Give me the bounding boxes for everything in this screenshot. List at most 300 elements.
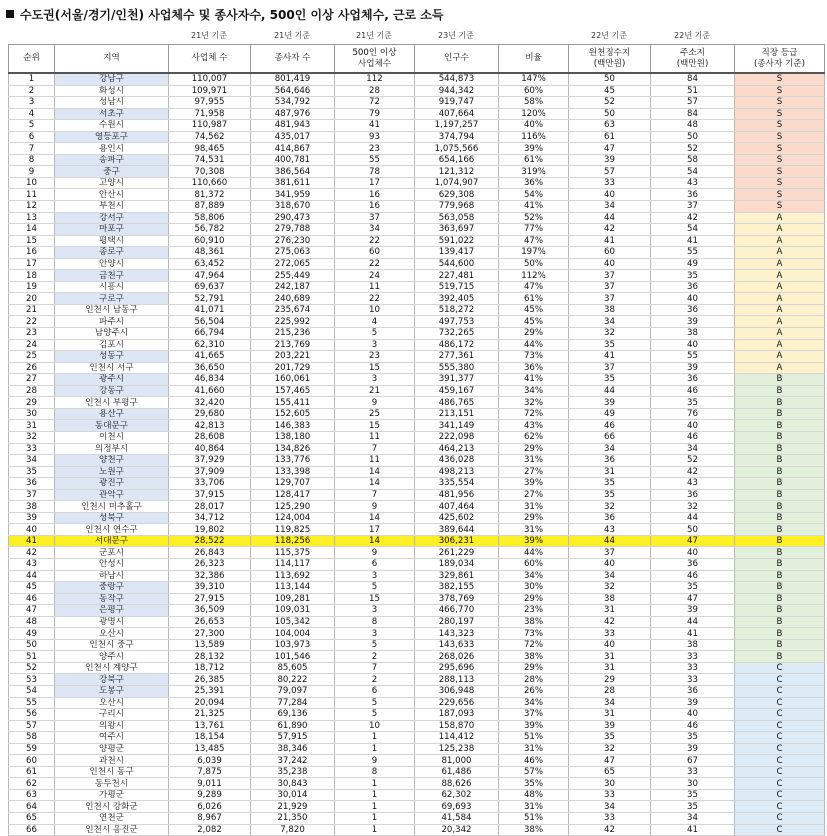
cell-withholding-income: 33 xyxy=(569,628,651,640)
cell-region: 의왕시 xyxy=(55,720,169,732)
table-row xyxy=(9,73,825,85)
cell-businesses: 63,452 xyxy=(169,258,251,270)
cell-withholding-income: 33 xyxy=(569,813,651,825)
cell-grade: A xyxy=(735,304,825,316)
cell-large-business-count: 5 xyxy=(335,709,415,721)
cell-withholding-income: 34 xyxy=(569,697,651,709)
cell-employees: 109,031 xyxy=(251,605,335,617)
cell-residence-income: 54 xyxy=(651,166,735,178)
cell-withholding-income: 41 xyxy=(569,235,651,247)
cell-employees: 69,136 xyxy=(251,709,335,721)
cell-employees: 242,187 xyxy=(251,281,335,293)
cell-population: 139,417 xyxy=(415,247,499,259)
cell-large-business-count: 9 xyxy=(335,755,415,767)
cell-grade: B xyxy=(735,547,825,559)
cell-residence-income: 43 xyxy=(651,177,735,189)
cell-region: 인천시 옹진군 xyxy=(55,824,169,836)
cell-region: 광명시 xyxy=(55,616,169,628)
table-row xyxy=(9,224,825,236)
cell-residence-income: 35 xyxy=(651,801,735,813)
cell-businesses: 36,650 xyxy=(169,362,251,374)
cell-businesses: 60,910 xyxy=(169,235,251,247)
cell-ratio: 60% xyxy=(499,558,569,570)
header-employees: 종사자 수 xyxy=(251,45,335,74)
cell-rank: 60 xyxy=(9,755,55,767)
table-row xyxy=(9,351,825,363)
cell-region: 구로구 xyxy=(55,293,169,305)
cell-region: 평택시 xyxy=(55,235,169,247)
cell-population: 436,028 xyxy=(415,455,499,467)
cell-withholding-income: 61 xyxy=(569,131,651,143)
cell-grade: A xyxy=(735,258,825,270)
cell-population: 187,093 xyxy=(415,709,499,721)
cell-employees: 124,004 xyxy=(251,512,335,524)
cell-rank: 23 xyxy=(9,328,55,340)
cell-region: 관악구 xyxy=(55,489,169,501)
cell-employees: 85,605 xyxy=(251,662,335,674)
table-row xyxy=(9,778,825,790)
cell-residence-income: 34 xyxy=(651,443,735,455)
table-row xyxy=(9,270,825,282)
table-row xyxy=(9,177,825,189)
cell-large-business-count: 28 xyxy=(335,85,415,97)
cell-ratio: 27% xyxy=(499,489,569,501)
cell-ratio: 32% xyxy=(499,397,569,409)
cell-businesses: 110,660 xyxy=(169,177,251,189)
cell-population: 459,167 xyxy=(415,385,499,397)
cell-ratio: 319% xyxy=(499,166,569,178)
cell-residence-income: 36 xyxy=(651,685,735,697)
cell-large-business-count: 93 xyxy=(335,131,415,143)
cell-ratio: 27% xyxy=(499,466,569,478)
page-title: 수도권(서울/경기/인천) 사업체수 및 종사자수, 500인 이상 사업체수, 근로 소득 xyxy=(6,4,444,26)
cell-withholding-income: 38 xyxy=(569,593,651,605)
cell-population: 486,172 xyxy=(415,339,499,351)
table-row xyxy=(9,201,825,213)
cell-employees: 77,284 xyxy=(251,697,335,709)
cell-residence-income: 55 xyxy=(651,351,735,363)
cell-employees: 7,820 xyxy=(251,824,335,836)
cell-population: 654,166 xyxy=(415,154,499,166)
table-row xyxy=(9,524,825,536)
table-row xyxy=(9,489,825,501)
cell-residence-income: 40 xyxy=(651,420,735,432)
cell-withholding-income: 47 xyxy=(569,143,651,155)
cell-large-business-count: 6 xyxy=(335,558,415,570)
cell-rank: 8 xyxy=(9,154,55,166)
cell-population: 341,149 xyxy=(415,420,499,432)
cell-withholding-income: 39 xyxy=(569,397,651,409)
cell-ratio: 57% xyxy=(499,766,569,778)
cell-residence-income: 39 xyxy=(651,697,735,709)
basis-label: 22년 기준 xyxy=(591,31,627,40)
cell-large-business-count: 23 xyxy=(335,143,415,155)
cell-population: 544,873 xyxy=(415,73,499,85)
cell-businesses: 9,011 xyxy=(169,778,251,790)
cell-withholding-income: 34 xyxy=(569,801,651,813)
cell-residence-income: 50 xyxy=(651,524,735,536)
cell-ratio: 46% xyxy=(499,755,569,767)
cell-ratio: 39% xyxy=(499,478,569,490)
cell-grade: A xyxy=(735,247,825,259)
cell-region: 인천시 중구 xyxy=(55,639,169,651)
cell-businesses: 26,843 xyxy=(169,547,251,559)
cell-businesses: 34,712 xyxy=(169,512,251,524)
cell-population: 158,870 xyxy=(415,720,499,732)
cell-employees: 225,992 xyxy=(251,316,335,328)
table-row xyxy=(9,570,825,582)
cell-residence-income: 35 xyxy=(651,270,735,282)
cell-residence-income: 43 xyxy=(651,478,735,490)
cell-ratio: 41% xyxy=(499,374,569,386)
cell-population: 378,769 xyxy=(415,593,499,605)
cell-employees: 201,729 xyxy=(251,362,335,374)
cell-residence-income: 46 xyxy=(651,385,735,397)
table-row xyxy=(9,362,825,374)
cell-large-business-count: 7 xyxy=(335,662,415,674)
cell-withholding-income: 33 xyxy=(569,789,651,801)
cell-withholding-income: 34 xyxy=(569,443,651,455)
cell-withholding-income: 42 xyxy=(569,824,651,836)
cell-grade: B xyxy=(735,593,825,605)
cell-region: 화성시 xyxy=(55,85,169,97)
table-row xyxy=(9,385,825,397)
cell-rank: 43 xyxy=(9,558,55,570)
cell-population: 382,155 xyxy=(415,582,499,594)
cell-large-business-count: 15 xyxy=(335,420,415,432)
cell-ratio: 35% xyxy=(499,778,569,790)
cell-population: 518,272 xyxy=(415,304,499,316)
cell-businesses: 70,308 xyxy=(169,166,251,178)
cell-businesses: 56,504 xyxy=(169,316,251,328)
cell-rank: 63 xyxy=(9,789,55,801)
cell-ratio: 38% xyxy=(499,616,569,628)
cell-large-business-count: 11 xyxy=(335,431,415,443)
cell-rank: 11 xyxy=(9,189,55,201)
cell-rank: 14 xyxy=(9,224,55,236)
cell-large-business-count: 21 xyxy=(335,385,415,397)
cell-employees: 155,411 xyxy=(251,397,335,409)
cell-ratio: 72% xyxy=(499,639,569,651)
cell-withholding-income: 52 xyxy=(569,97,651,109)
cell-grade: A xyxy=(735,339,825,351)
cell-ratio: 116% xyxy=(499,131,569,143)
table-row xyxy=(9,512,825,524)
cell-population: 268,026 xyxy=(415,651,499,663)
table-row xyxy=(9,420,825,432)
cell-businesses: 13,485 xyxy=(169,743,251,755)
cell-region: 안성시 xyxy=(55,558,169,570)
cell-employees: 109,281 xyxy=(251,593,335,605)
cell-region: 강북구 xyxy=(55,674,169,686)
cell-ratio: 58% xyxy=(499,97,569,109)
cell-employees: 381,611 xyxy=(251,177,335,189)
cell-withholding-income: 44 xyxy=(569,385,651,397)
cell-withholding-income: 35 xyxy=(569,489,651,501)
table-row xyxy=(9,720,825,732)
cell-ratio: 40% xyxy=(499,120,569,132)
cell-population: 20,342 xyxy=(415,824,499,836)
basis-label: 23년 기준 xyxy=(438,31,474,40)
cell-employees: 152,605 xyxy=(251,408,335,420)
cell-population: 486,765 xyxy=(415,397,499,409)
cell-large-business-count: 9 xyxy=(335,501,415,513)
cell-grade: B xyxy=(735,420,825,432)
cell-grade: B xyxy=(735,535,825,547)
cell-ratio: 44% xyxy=(499,547,569,559)
cell-businesses: 98,465 xyxy=(169,143,251,155)
cell-large-business-count: 15 xyxy=(335,593,415,605)
cell-rank: 19 xyxy=(9,281,55,293)
cell-rank: 29 xyxy=(9,397,55,409)
cell-ratio: 34% xyxy=(499,697,569,709)
cell-region: 광진구 xyxy=(55,478,169,490)
cell-withholding-income: 37 xyxy=(569,547,651,559)
table-row xyxy=(9,131,825,143)
cell-region: 인천시 계양구 xyxy=(55,662,169,674)
cell-region: 성동구 xyxy=(55,351,169,363)
cell-grade: B xyxy=(735,397,825,409)
table-row xyxy=(9,235,825,247)
cell-residence-income: 40 xyxy=(651,293,735,305)
cell-grade: B xyxy=(735,489,825,501)
cell-large-business-count: 7 xyxy=(335,443,415,455)
cell-ratio: 73% xyxy=(499,351,569,363)
basis-label: 21년 기준 xyxy=(191,31,227,40)
cell-residence-income: 58 xyxy=(651,154,735,166)
cell-businesses: 8,967 xyxy=(169,813,251,825)
cell-withholding-income: 40 xyxy=(569,639,651,651)
cell-withholding-income: 47 xyxy=(569,755,651,767)
cell-large-business-count: 7 xyxy=(335,489,415,501)
cell-residence-income: 36 xyxy=(651,304,735,316)
table-row xyxy=(9,755,825,767)
cell-residence-income: 52 xyxy=(651,143,735,155)
cell-residence-income: 30 xyxy=(651,778,735,790)
cell-employees: 275,063 xyxy=(251,247,335,259)
cell-employees: 114,117 xyxy=(251,558,335,570)
table-row xyxy=(9,431,825,443)
cell-population: 407,464 xyxy=(415,501,499,513)
cell-residence-income: 38 xyxy=(651,639,735,651)
cell-region: 서초구 xyxy=(55,108,169,120)
cell-businesses: 26,323 xyxy=(169,558,251,570)
cell-residence-income: 36 xyxy=(651,281,735,293)
cell-rank: 12 xyxy=(9,201,55,213)
cell-employees: 235,674 xyxy=(251,304,335,316)
cell-ratio: 52% xyxy=(499,212,569,224)
cell-region: 도봉구 xyxy=(55,685,169,697)
cell-residence-income: 36 xyxy=(651,558,735,570)
cell-employees: 21,929 xyxy=(251,801,335,813)
cell-withholding-income: 37 xyxy=(569,281,651,293)
cell-withholding-income: 42 xyxy=(569,224,651,236)
cell-ratio: 30% xyxy=(499,582,569,594)
cell-ratio: 48% xyxy=(499,789,569,801)
cell-grade: S xyxy=(735,189,825,201)
cell-employees: 240,689 xyxy=(251,293,335,305)
cell-rank: 10 xyxy=(9,177,55,189)
table-row xyxy=(9,108,825,120)
cell-rank: 38 xyxy=(9,501,55,513)
cell-grade: B xyxy=(735,558,825,570)
cell-rank: 65 xyxy=(9,813,55,825)
cell-businesses: 40,864 xyxy=(169,443,251,455)
cell-rank: 37 xyxy=(9,489,55,501)
cell-employees: 290,473 xyxy=(251,212,335,224)
cell-rank: 32 xyxy=(9,431,55,443)
cell-residence-income: 41 xyxy=(651,628,735,640)
cell-population: 306,948 xyxy=(415,685,499,697)
cell-ratio: 39% xyxy=(499,535,569,547)
cell-rank: 51 xyxy=(9,651,55,663)
square-bullet-icon xyxy=(6,10,14,18)
cell-population: 229,656 xyxy=(415,697,499,709)
cell-employees: 37,242 xyxy=(251,755,335,767)
cell-businesses: 29,680 xyxy=(169,408,251,420)
cell-rank: 17 xyxy=(9,258,55,270)
cell-businesses: 19,802 xyxy=(169,524,251,536)
cell-ratio: 29% xyxy=(499,593,569,605)
cell-grade: B xyxy=(735,628,825,640)
cell-population: 1,075,566 xyxy=(415,143,499,155)
cell-employees: 38,346 xyxy=(251,743,335,755)
cell-businesses: 21,325 xyxy=(169,709,251,721)
cell-large-business-count: 22 xyxy=(335,293,415,305)
cell-ratio: 34% xyxy=(499,385,569,397)
cell-withholding-income: 34 xyxy=(569,201,651,213)
cell-grade: C xyxy=(735,743,825,755)
cell-large-business-count: 22 xyxy=(335,235,415,247)
cell-ratio: 26% xyxy=(499,685,569,697)
cell-businesses: 6,026 xyxy=(169,801,251,813)
table-row xyxy=(9,281,825,293)
cell-businesses: 37,915 xyxy=(169,489,251,501)
cell-large-business-count: 22 xyxy=(335,258,415,270)
cell-withholding-income: 44 xyxy=(569,535,651,547)
cell-population: 295,696 xyxy=(415,662,499,674)
table-row xyxy=(9,466,825,478)
cell-businesses: 33,706 xyxy=(169,478,251,490)
table-row xyxy=(9,685,825,697)
cell-businesses: 58,806 xyxy=(169,212,251,224)
cell-ratio: 54% xyxy=(499,189,569,201)
cell-rank: 58 xyxy=(9,732,55,744)
cell-large-business-count: 24 xyxy=(335,270,415,282)
cell-rank: 3 xyxy=(9,97,55,109)
cell-population: 1,074,907 xyxy=(415,177,499,189)
cell-grade: A xyxy=(735,316,825,328)
cell-region: 동작구 xyxy=(55,593,169,605)
cell-grade: B xyxy=(735,616,825,628)
table-row xyxy=(9,120,825,132)
cell-withholding-income: 44 xyxy=(569,212,651,224)
table-row xyxy=(9,824,825,836)
region-stats-table xyxy=(8,44,825,836)
cell-large-business-count: 3 xyxy=(335,374,415,386)
cell-rank: 45 xyxy=(9,582,55,594)
cell-region: 인천시 서구 xyxy=(55,362,169,374)
cell-residence-income: 47 xyxy=(651,535,735,547)
cell-large-business-count: 1 xyxy=(335,824,415,836)
cell-large-business-count: 11 xyxy=(335,455,415,467)
cell-rank: 26 xyxy=(9,362,55,374)
cell-withholding-income: 45 xyxy=(569,85,651,97)
basis-label: 21년 기준 xyxy=(274,31,310,40)
cell-employees: 157,465 xyxy=(251,385,335,397)
cell-rank: 44 xyxy=(9,570,55,582)
cell-businesses: 28,132 xyxy=(169,651,251,663)
cell-population: 944,342 xyxy=(415,85,499,97)
cell-residence-income: 50 xyxy=(651,131,735,143)
cell-ratio: 61% xyxy=(499,293,569,305)
cell-population: 498,213 xyxy=(415,466,499,478)
cell-employees: 30,843 xyxy=(251,778,335,790)
cell-businesses: 66,794 xyxy=(169,328,251,340)
cell-rank: 56 xyxy=(9,709,55,721)
cell-region: 이천시 xyxy=(55,431,169,443)
table-row xyxy=(9,339,825,351)
cell-residence-income: 55 xyxy=(651,247,735,259)
cell-grade: S xyxy=(735,85,825,97)
cell-employees: 30,014 xyxy=(251,789,335,801)
cell-residence-income: 39 xyxy=(651,316,735,328)
cell-rank: 54 xyxy=(9,685,55,697)
cell-ratio: 62% xyxy=(499,431,569,443)
cell-region: 과천시 xyxy=(55,755,169,767)
cell-region: 구리시 xyxy=(55,709,169,721)
table-row xyxy=(9,374,825,386)
cell-residence-income: 57 xyxy=(651,97,735,109)
cell-withholding-income: 31 xyxy=(569,651,651,663)
cell-grade: A xyxy=(735,224,825,236)
cell-large-business-count: 34 xyxy=(335,224,415,236)
cell-ratio: 31% xyxy=(499,524,569,536)
cell-grade: S xyxy=(735,120,825,132)
cell-rank: 25 xyxy=(9,351,55,363)
table-row xyxy=(9,443,825,455)
table-row xyxy=(9,166,825,178)
table-row xyxy=(9,558,825,570)
cell-population: 114,412 xyxy=(415,732,499,744)
cell-rank: 27 xyxy=(9,374,55,386)
cell-population: 425,602 xyxy=(415,512,499,524)
cell-grade: B xyxy=(735,431,825,443)
cell-grade: B xyxy=(735,639,825,651)
table-row xyxy=(9,605,825,617)
table-row xyxy=(9,813,825,825)
cell-rank: 28 xyxy=(9,385,55,397)
table-row xyxy=(9,709,825,721)
cell-grade: A xyxy=(735,351,825,363)
cell-population: 466,770 xyxy=(415,605,499,617)
cell-ratio: 77% xyxy=(499,224,569,236)
cell-grade: A xyxy=(735,328,825,340)
cell-ratio: 44% xyxy=(499,339,569,351)
cell-residence-income: 42 xyxy=(651,212,735,224)
table-row xyxy=(9,582,825,594)
cell-withholding-income: 32 xyxy=(569,582,651,594)
cell-withholding-income: 49 xyxy=(569,408,651,420)
cell-region: 서대문구 xyxy=(55,535,169,547)
cell-region: 은평구 xyxy=(55,605,169,617)
cell-rank: 62 xyxy=(9,778,55,790)
cell-rank: 64 xyxy=(9,801,55,813)
cell-large-business-count: 2 xyxy=(335,651,415,663)
cell-grade: C xyxy=(735,824,825,836)
cell-withholding-income: 66 xyxy=(569,431,651,443)
cell-rank: 7 xyxy=(9,143,55,155)
